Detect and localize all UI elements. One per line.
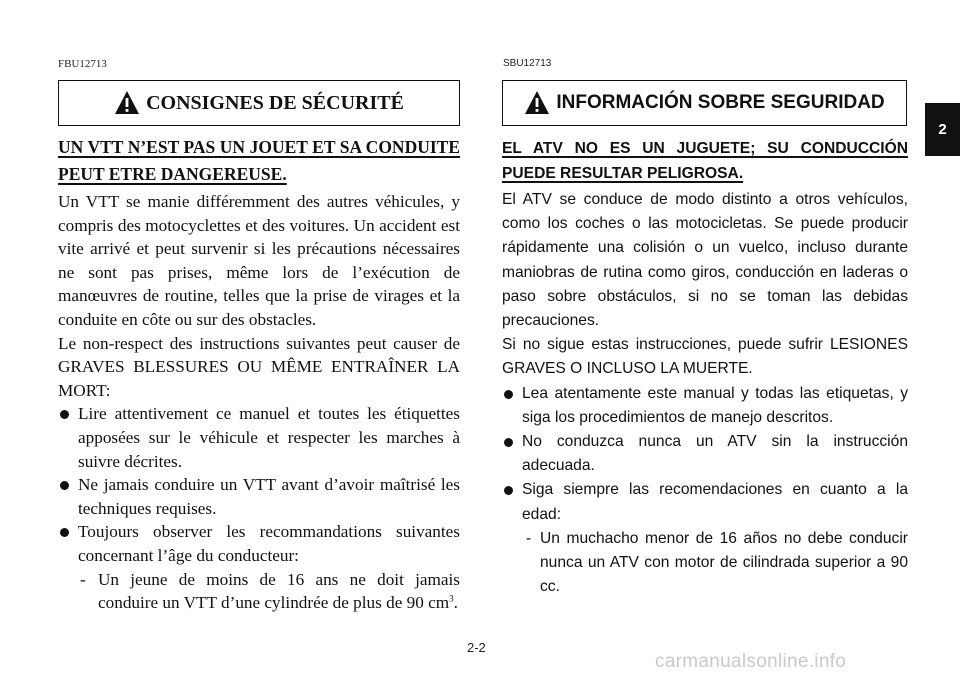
es-sub-dash: - (526, 529, 532, 547)
es-safety-header (502, 80, 907, 126)
page-number: 2-2 (467, 640, 486, 655)
fr-section-code: FBU12713 (58, 58, 107, 70)
es-sub-text: Un muchacho menor de 16 años no debe conducir nunca un ATV con motor de cilindrada superior a 90 cc. (540, 529, 908, 596)
es-paragraph-1: El ATV se conduce de modo distinto a otros vehículos, como los coches o las motocicletas. Se puede producir rápidamente una colisión o un vuelco, incluso durante maniobras de rutina como giros, conducción en laderas o paso sobre obstáculos, si no se toman las debidas precauciones. (502, 191, 908, 330)
es-bullet-1: Lea atentamente este manual y todas las etiquetas, y siga los procedimientos de manejo descritos. (502, 382, 908, 430)
es-bullet-3: Siga siempre las recomendaciones en cuanto a la edad: (502, 478, 908, 526)
fr-sub-item (58, 568, 460, 615)
fr-column (58, 132, 460, 615)
fr-header-text: CONSIGNES DE SÉCURITÉ (146, 91, 404, 114)
es-column (502, 132, 908, 599)
fr-title: UN VTT N’EST PAS UN JOUET ET SA CONDUITE PEUT ETRE DANGEREUSE. (58, 137, 460, 184)
fr-bullet-2: Ne jamais conduire un VTT avant d’avoir maîtrisé les techniques requises. (58, 473, 460, 520)
section-tab: 2 (925, 103, 960, 156)
fr-bullet-list (58, 402, 460, 567)
watermark: carmanualsonline.info (655, 651, 847, 672)
fr-sub-sup: 3 (449, 593, 454, 604)
warning-icon (114, 90, 140, 116)
es-bullet-2: No conduzca nunca un ATV sin la instrucción adecuada. (502, 430, 908, 478)
fr-sub-end: . (453, 593, 458, 613)
fr-safety-header (58, 80, 460, 126)
fr-paragraph-2: Le non-respect des instructions suivantes peut causer de GRAVES BLESSURES OU MÊME ENTRAÎNER LA MORT: (58, 333, 460, 400)
fr-sub-dash: - (80, 569, 86, 589)
es-paragraph-2: Si no sigue estas instrucciones, puede sufrir LESIONES GRAVES O INCLUSO LA MUERTE. (502, 336, 908, 378)
es-section-code: SBU12713 (503, 58, 552, 69)
es-bullet-list (502, 382, 908, 527)
es-header-text: INFORMACIÓN SOBRE SEGURIDAD (556, 92, 885, 113)
fr-bullet-1: Lire attentivement ce manuel et toutes les étiquettes apposées sur le véhicule et respecter les marches à suivre décrites. (58, 402, 460, 473)
warning-icon (524, 90, 550, 116)
fr-sub-text: Un jeune de moins de 16 ans ne doit jamais conduire un VTT d’une cylindrée de plus de 90 cm (98, 569, 460, 613)
es-title: EL ATV NO ES UN JUGUETE; SU CONDUCCIÓN PUEDE RESULTAR PELIGROSA. (502, 140, 908, 182)
fr-bullet-3: Toujours observer les recommandations suivantes concernant l’âge du conducteur: (58, 520, 460, 567)
es-sub-item (502, 527, 908, 600)
fr-paragraph-1: Un VTT se manie différemment des autres véhicules, y compris des motocyclettes et des voitures. Un accident est vite arrivé et peut survenir si les précautions nécessaires ne sont pas prises, même lors de l’exécution de manœuvres de routine, telles que la prise de virages et la conduite en côte ou sur des obstacles. (58, 192, 460, 329)
